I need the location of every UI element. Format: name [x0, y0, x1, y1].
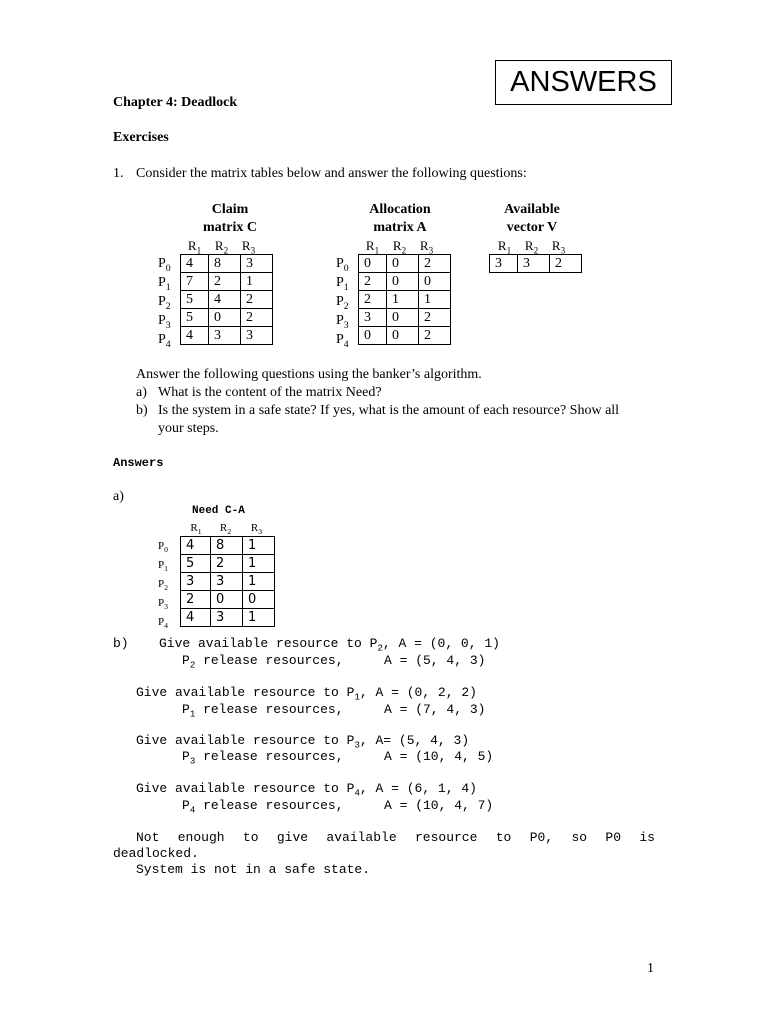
header-r1: $R_1$: [365, 238, 380, 256]
step-give-tail: , A= (5, 4, 3): [359, 733, 470, 748]
table-cell: 7: [181, 273, 209, 291]
question-text: Consider the matrix tables below and answer the following questions:: [136, 166, 527, 181]
step-release-line: [182, 702, 344, 720]
claim-matrix-table: [180, 254, 273, 345]
table-cell: 1: [419, 291, 451, 309]
step-release-p: P: [182, 749, 190, 764]
process-label-p4: $P_4$: [158, 332, 171, 350]
step-give-line: [159, 636, 500, 654]
process-label-p2: $P_2$: [158, 294, 171, 312]
table-row: [359, 255, 451, 273]
conclusion-line3: System is not in a safe state.: [136, 862, 371, 877]
table-cell: 2: [241, 309, 273, 327]
conclusion-word: resource: [414, 830, 478, 845]
answers-label-box: [495, 60, 672, 105]
table-cell: 1: [241, 273, 273, 291]
step-release-line: [182, 749, 344, 767]
conclusion-line1: [136, 830, 655, 845]
need-matrix-table: [180, 536, 275, 627]
step-give-sub: 4: [354, 787, 360, 799]
step-release-line: [182, 653, 344, 671]
step-release-tail: release resources,: [195, 653, 344, 668]
allocation-matrix-title: [350, 201, 450, 237]
table-cell: 4: [181, 609, 211, 627]
process-label-p4: $P_4$: [336, 332, 349, 350]
header-r1: $R_1$: [190, 522, 202, 537]
step-give-tail: , A = (0, 0, 1): [382, 636, 500, 651]
table-cell: 0: [243, 591, 275, 609]
process-label-p3: $P_3$: [158, 597, 168, 612]
step-give-text: Give available resource to P: [159, 636, 378, 651]
table-cell: 8: [211, 537, 243, 555]
available-vector-table: [489, 254, 582, 273]
table-cell: 1: [243, 537, 275, 555]
table-row: [181, 309, 273, 327]
step-release-value: A = (5, 4, 3): [384, 653, 486, 668]
step-release-sub: 2: [189, 659, 196, 671]
answer-a-label: a): [113, 489, 124, 504]
process-label-p0: $P_0$: [158, 256, 171, 274]
table-row: [181, 537, 275, 555]
table-cell: 3: [241, 327, 273, 345]
allocation-matrix-headers: [359, 238, 440, 256]
table-row: [181, 255, 273, 273]
step-release-value: A = (10, 4, 7): [384, 798, 494, 813]
conclusion-word: P0,: [529, 830, 554, 845]
step-give-sub: 1: [354, 691, 360, 703]
step-release-tail: release resources,: [195, 798, 344, 813]
table-row: [181, 609, 275, 627]
table-cell: 0: [209, 309, 241, 327]
table-cell: 2: [550, 255, 582, 273]
table-row: [359, 291, 451, 309]
table-cell: 0: [387, 255, 419, 273]
header-r3: $R_3$: [419, 238, 434, 256]
table-cell: 2: [181, 591, 211, 609]
table-cell: 4: [181, 327, 209, 345]
table-cell: 1: [243, 555, 275, 573]
table-cell: 4: [181, 255, 209, 273]
conclusion-word: to: [495, 830, 512, 845]
available-title-line1: Available: [504, 202, 560, 217]
claim-title-line1: Claim: [211, 202, 249, 217]
process-label-p0: $P_0$: [336, 256, 349, 274]
table-cell: 1: [243, 573, 275, 591]
process-label-p1: $P_1$: [158, 275, 171, 293]
need-matrix-title: Need C-A: [192, 505, 245, 517]
table-cell: 0: [419, 273, 451, 291]
step-release-sub: 3: [189, 755, 196, 767]
available-title-line2: vector V: [506, 220, 558, 235]
answers-heading: Answers: [113, 456, 164, 470]
process-label-p3: $P_3$: [336, 313, 349, 331]
table-cell: 0: [387, 309, 419, 327]
table-cell: 2: [209, 273, 241, 291]
table-row: [181, 591, 275, 609]
process-label-p1: $P_1$: [158, 559, 168, 574]
table-cell: 2: [419, 255, 451, 273]
conclusion-word: enough: [177, 830, 225, 845]
table-cell: 8: [209, 255, 241, 273]
step-release-sub: 1: [189, 708, 196, 720]
header-r2: $R_2$: [392, 238, 407, 256]
table-cell: 5: [181, 309, 209, 327]
process-label-p2: $P_2$: [336, 294, 349, 312]
step-give-tail: , A = (0, 2, 2): [359, 685, 477, 700]
step-release-tail: release resources,: [195, 749, 344, 764]
step-give-text: Give available resource to P: [136, 781, 355, 796]
instruction-a-text: What is the content of the matrix Need?: [158, 385, 382, 400]
allocation-title-line1: Allocation: [369, 202, 431, 217]
header-r1: $R_1$: [497, 238, 512, 256]
instruction-b-text-line2: your steps.: [158, 421, 219, 436]
table-cell: 4: [209, 291, 241, 309]
step-give-text: Give available resource to P: [136, 685, 355, 700]
conclusion-word: is: [639, 830, 655, 845]
conclusion-line2: deadlocked.: [113, 846, 199, 861]
table-cell: 3: [241, 255, 273, 273]
step-release-p: P: [182, 653, 190, 668]
instruction-b-label: b): [136, 403, 148, 418]
table-cell: 0: [387, 273, 419, 291]
step-give-sub: 3: [354, 739, 360, 751]
step-release-line: [182, 798, 344, 816]
exercises-heading: Exercises: [113, 130, 169, 145]
table-cell: 3: [359, 309, 387, 327]
instruction-b-text-line1: Is the system in a safe state? If yes, what is the amount of each resource? Show all: [158, 403, 620, 418]
table-row: [181, 327, 273, 345]
header-r2: $R_2$: [219, 522, 232, 537]
question-number: 1.: [113, 166, 124, 181]
process-label-p4: $P_4$: [158, 616, 168, 631]
answers-label: ANSWERS: [510, 66, 657, 98]
table-cell: 3: [490, 255, 518, 273]
process-label-p0: $P_0$: [158, 540, 168, 555]
step-release-p: P: [182, 798, 190, 813]
table-cell: 3: [518, 255, 550, 273]
conclusion-word: give: [276, 830, 309, 845]
instruction-a-label: a): [136, 385, 147, 400]
table-row: [359, 309, 451, 327]
process-label-p1: $P_1$: [336, 275, 349, 293]
header-r3: $R_3$: [551, 238, 566, 256]
table-row: [181, 291, 273, 309]
header-r3: $R_3$: [250, 522, 263, 537]
allocation-title-line2: matrix A: [373, 220, 427, 235]
instruction-b: [136, 402, 676, 420]
table-row: [490, 255, 582, 273]
step-give-tail: , A = (6, 1, 4): [359, 781, 477, 796]
step-give-line: [136, 781, 477, 799]
process-label-p2: $P_2$: [158, 578, 168, 593]
table-row: [181, 555, 275, 573]
step-give-line: [136, 733, 469, 751]
table-cell: 2: [211, 555, 243, 573]
table-cell: 0: [359, 327, 387, 345]
available-vector-headers: [491, 238, 572, 256]
claim-title-line2: matrix C: [202, 220, 258, 235]
table-cell: 4: [181, 537, 211, 555]
available-vector-title: [482, 201, 582, 237]
table-cell: 0: [387, 327, 419, 345]
conclusion-word: Not: [136, 830, 160, 845]
table-cell: 5: [181, 291, 209, 309]
question-instructions: [136, 366, 676, 438]
conclusion-word: to: [242, 830, 259, 845]
claim-row-labels: [158, 255, 171, 350]
table-row: [181, 573, 275, 591]
table-cell: 5: [181, 555, 211, 573]
header-r2: $R_2$: [214, 238, 229, 256]
conclusion-word: available: [326, 830, 397, 845]
header-r1: $R_1$: [187, 238, 202, 256]
table-cell: 3: [211, 573, 243, 591]
process-label-p3: $P_3$: [158, 313, 171, 331]
table-row: [181, 273, 273, 291]
chapter-title: Chapter 4: Deadlock: [113, 95, 238, 110]
table-row: [359, 327, 451, 345]
allocation-row-labels: [336, 255, 349, 350]
step-give-sub: 2: [377, 642, 383, 654]
allocation-matrix-table: [358, 254, 451, 345]
table-cell: 2: [419, 327, 451, 345]
header-r2: $R_2$: [524, 238, 539, 256]
table-cell: 0: [211, 591, 243, 609]
step-release-tail: release resources,: [195, 702, 344, 717]
need-matrix-headers: [182, 522, 272, 536]
table-row: [359, 273, 451, 291]
step-give-text: Give available resource to P: [136, 733, 355, 748]
table-cell: 3: [181, 573, 211, 591]
table-cell: 1: [243, 609, 275, 627]
need-row-labels: [158, 537, 168, 632]
table-cell: 2: [241, 291, 273, 309]
instruction-a: [136, 384, 676, 402]
instructions-intro: Answer the following questions using the banker’s algorithm.: [136, 367, 482, 382]
conclusion-word: so: [571, 830, 588, 845]
step-release-p: P: [182, 702, 190, 717]
table-cell: 2: [359, 273, 387, 291]
step-release-sub: 4: [189, 804, 196, 816]
step-release-value: A = (10, 4, 5): [384, 749, 494, 764]
table-cell: 1: [387, 291, 419, 309]
table-cell: 3: [209, 327, 241, 345]
table-cell: 2: [359, 291, 387, 309]
conclusion-word: P0: [605, 830, 622, 845]
page-number: 1: [647, 961, 654, 976]
step-give-line: [136, 685, 477, 703]
header-r3: $R_3$: [241, 238, 256, 256]
table-cell: 0: [359, 255, 387, 273]
step-release-value: A = (7, 4, 3): [384, 702, 486, 717]
claim-matrix-title: [180, 201, 280, 237]
table-cell: 2: [419, 309, 451, 327]
table-cell: 3: [211, 609, 243, 627]
claim-matrix-headers: [181, 238, 262, 256]
answer-b-label: b): [113, 636, 129, 651]
